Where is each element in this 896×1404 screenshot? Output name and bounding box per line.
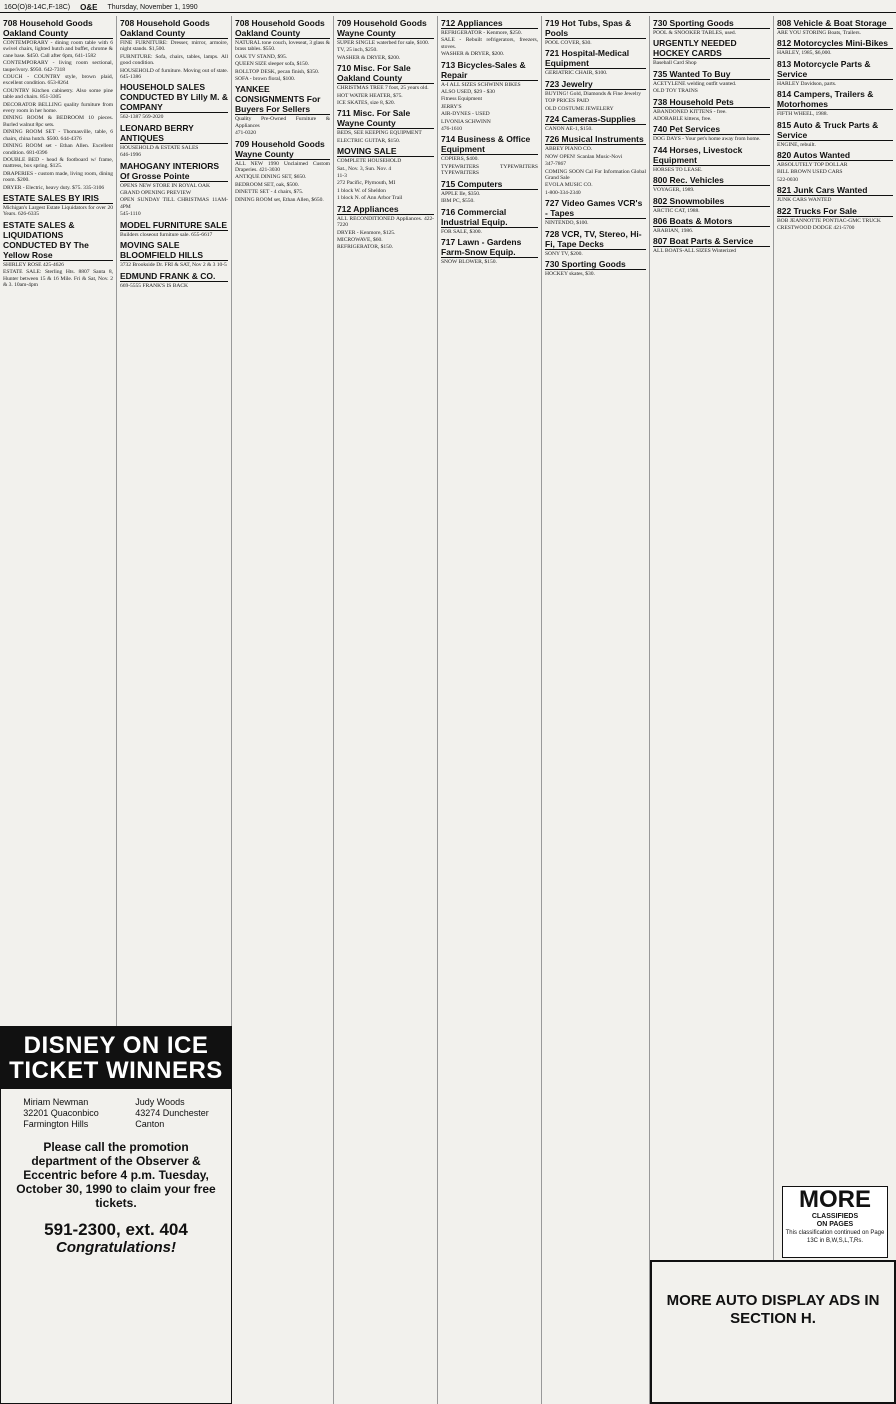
classified-columns xyxy=(0,16,896,1404)
classified-listing: ELECTRIC GUITAR, $150. xyxy=(337,137,401,144)
classified-listing: SUPER SINGLE waterbed for sale, $100. xyxy=(337,40,430,46)
classified-listing: BILL BROWN USED CARS xyxy=(777,169,843,176)
column-5 xyxy=(438,16,542,1404)
winner-1-address: 32201 Quaconbico xyxy=(23,1108,99,1118)
classified-listing: COMING SOON Cal For Information Global Grand Sale xyxy=(545,168,646,182)
classified-listing: ADORABLE kittens, free. xyxy=(653,116,712,123)
classified-listing: Quality Pre-Owned Furniture & Appliances xyxy=(235,116,330,129)
section-heading: MOVING SALE BLOOMFIELD HILLS xyxy=(120,240,228,261)
classified-listing: 646-1996 xyxy=(120,152,142,159)
classified-listing: DINING ROOM set - Ethan Allen. Excellent condition. 681-0396 xyxy=(3,143,113,156)
classified-listing: DINING ROOM & BEDROOM 10 pieces. Burled walnut 8pc sets. xyxy=(3,115,113,128)
classified-listing: POOL COVER, $30. xyxy=(545,40,592,46)
classified-listing: DINING ROOM SET - Thomasville, table, 6 chairs, china hutch. $500. 644-4376 xyxy=(3,129,113,142)
classified-listing: COPIERS, $400. xyxy=(441,156,479,163)
classified-listing: GERIATRIC CHAIR, $100. xyxy=(545,70,608,77)
classified-listing: ANTIQUE DINING SET, $650. xyxy=(235,174,307,181)
classified-listing: DRAPERIES - custom made, living room, dining room. $200. xyxy=(3,170,113,184)
more-word: MORE xyxy=(799,1186,871,1213)
more-auto-text: MORE AUTO DISPLAY ADS IN SECTION H. xyxy=(666,1292,880,1327)
section-heading: 708 Household Goods Oakland County xyxy=(3,18,113,39)
section-heading: 716 Commercial Industrial Equip. xyxy=(441,207,538,228)
section-heading: 726 Musical Instruments xyxy=(545,134,646,145)
more-line-3: This classification continued on Page 13C in B,W,S,L,T,Rs. xyxy=(785,1230,885,1244)
classified-listing: BEDROOM SET, oak, $500. xyxy=(235,181,300,188)
section-heading: 820 Autos Wanted xyxy=(777,150,893,161)
classified-listing: ARCTIC CAT, 1988. xyxy=(653,207,700,214)
section-heading: URGENTLY NEEDED HOCKEY CARDS xyxy=(653,38,770,59)
classified-listing: Builders closeout furniture sale. 655-6617 xyxy=(120,231,213,238)
classified-listing: OPEN SUNDAY TILL CHRISTMAS 11AM-4PM xyxy=(120,197,228,210)
disney-ticket-winners-ad xyxy=(0,1026,232,1404)
classified-listing: 1 block N. of Ann Arbor Trail xyxy=(337,195,403,202)
section-heading: ESTATE SALES & LIQUIDATIONS CONDUCTED BY The Yellow Rose xyxy=(3,220,113,261)
promo-phone: 591-2300, ext. 404 xyxy=(44,1220,188,1239)
section-heading: EDMUND FRANK & CO. xyxy=(120,271,228,282)
classified-listing: 476-1610 xyxy=(441,126,463,133)
column-3 xyxy=(232,16,334,1404)
classified-listing: 3732 Brookside Dr. FRI & SAT, Nov 2 & 3 10-5 xyxy=(120,262,227,269)
header-rule xyxy=(0,12,896,13)
classified-listing: DOUBLE BED - head & footboard w/ frame, mattress, box spring. $125. xyxy=(3,156,113,170)
classified-listing: EVOLA MUSIC CO. xyxy=(545,182,593,189)
section-heading: MAHOGANY INTERIORS Of Grosse Pointe xyxy=(120,161,228,182)
classified-listing: 471-0320 xyxy=(235,130,257,137)
section-heading: 712 Appliances xyxy=(337,204,434,215)
classified-listing: TV, 25 inch, $250. xyxy=(337,47,378,54)
classified-listing: HOCKEY skates, $30. xyxy=(545,271,595,278)
classified-listing: HOUSEHOLD & ESTATE SALES xyxy=(120,144,199,151)
winner-1-name: Miriam Newman xyxy=(23,1097,89,1107)
classified-listing: APPLE IIe, $350. xyxy=(441,190,481,197)
section-heading: 708 Household Goods Oakland County xyxy=(235,18,330,39)
classified-listing: BEDS, SEE KEEPING EQUIPMENT xyxy=(337,130,422,137)
section-heading: 813 Motorcycle Parts & Service xyxy=(777,59,893,80)
classified-listing: OLD COSTUME JEWELERY xyxy=(545,105,614,112)
congratulations-text: Congratulations! xyxy=(56,1239,176,1256)
classified-listing: Sat., Nov. 3, Sun. Nov. 4 xyxy=(337,165,392,172)
classified-listing: CHRISTMAS TREE 7 foot, 25 years old. xyxy=(337,85,429,92)
column-4 xyxy=(334,16,438,1404)
classified-listing: TOP PRICES PAID xyxy=(545,98,589,105)
more-line-2: ON PAGES xyxy=(816,1221,854,1228)
section-heading: 807 Boat Parts & Service xyxy=(653,236,770,247)
issue-date: Thursday, November 1, 1990 xyxy=(107,3,198,11)
classified-listing: JUNK CARS WANTED xyxy=(777,197,832,204)
classified-listing: 272 Pacific, Plymouth, MI xyxy=(337,180,396,187)
section-heading: 738 Household Pets xyxy=(653,97,770,108)
classified-listing: CANON AE-1, $150. xyxy=(545,126,593,133)
classified-listing: A-I ALL SIZES SCHWINN BIKES xyxy=(441,81,521,88)
classified-listing: ESTATE SALE: Sterling Hts. 8807 Santa 8, Hunter between 15 & 16 Mile. Fri & Sat, Nov. 2 & 3. 10am-4pm xyxy=(3,269,113,288)
winner-2 xyxy=(135,1097,209,1130)
section-heading: 822 Trucks For Sale xyxy=(777,206,893,217)
winner-2-city: Canton xyxy=(135,1119,165,1129)
classified-listing: ACETYLENE welding outfit wanted. xyxy=(653,80,737,87)
classified-listing: COUCH - COUNTRY style, brown plaid, excellent condition. 653-8264 xyxy=(3,74,113,87)
classified-listing: ABBEY PIANO CO. xyxy=(545,146,593,153)
section-heading: 728 VCR, TV, Stereo, Hi-Fi, Tape Decks xyxy=(545,229,646,250)
classified-listing: DECORATOR BELLING quality furniture from every room in her home. xyxy=(3,101,113,115)
section-heading: 713 Bicycles-Sales & Repair xyxy=(441,60,538,81)
section-heading: 727 Video Games VCR's - Tapes xyxy=(545,198,646,219)
section-heading: 719 Hot Tubs, Spas & Pools xyxy=(545,18,646,39)
classified-listing: FIFTH WHEEL, 1988. xyxy=(777,111,828,118)
classified-listing: DRYER - Electric, heavy duty. $75. 335-3106 xyxy=(3,184,105,191)
column-7 xyxy=(650,16,774,1404)
section-heading: 723 Jewelry xyxy=(545,79,646,90)
classified-listing: SALE - Rebuilt refrigerators, freezers, stoves. xyxy=(441,37,538,50)
classified-listing: 545-1110 xyxy=(120,211,141,218)
classified-listing: FOR SALE, $300. xyxy=(441,228,482,235)
folio-number: 16O(O)8-14C,F-18C) xyxy=(4,3,71,11)
section-heading: HOUSEHOLD SALES CONDUCTED BY Lilly M. & COMPANY xyxy=(120,82,228,113)
winner-1 xyxy=(23,1097,99,1130)
classified-listing: HOT WATER HEATER, $75. xyxy=(337,92,403,99)
classified-listing: OPENS NEW STORE IN ROYAL OAK xyxy=(120,182,211,189)
section-heading: 724 Cameras-Supplies xyxy=(545,114,646,125)
section-heading: 821 Junk Cars Wanted xyxy=(777,185,893,196)
column-6 xyxy=(542,16,650,1404)
section-heading: 744 Horses, Livestock Equipment xyxy=(653,145,770,166)
classified-listing: AIR-DYNES - USED xyxy=(441,111,490,118)
classified-listing: OAK TV STAND, $95. xyxy=(235,53,288,60)
classified-listing: Michigan's Largest Estate Liquidators for over 20 Years. 626-6335 xyxy=(3,204,113,218)
classified-listing: JERRY'S xyxy=(441,103,462,110)
section-heading: 714 Business & Office Equipment xyxy=(441,134,538,155)
classified-listing: CONTEMPORARY - dining room table with 6 swivel chairs, lighted hutch and buffet, chrome & cane base. $450. Call after 6pm, 641-1582 xyxy=(3,40,113,59)
classified-listing: NOW OPEN! Scanlan Music-Novi xyxy=(545,153,623,160)
classified-listing: DINING ROOM set, Ethan Allen, $650. xyxy=(235,196,324,203)
classified-listing: 1-800-334-2340 xyxy=(545,189,581,196)
section-heading: 710 Misc. For Sale Oakland County xyxy=(337,63,434,84)
winner-2-address: 43274 Dunchester xyxy=(135,1108,209,1118)
section-heading: 812 Motorcycles Mini-Bikes xyxy=(777,38,893,49)
section-heading: 802 Snowmobiles xyxy=(653,196,770,207)
classified-listing: 1 block W. of Sheldon xyxy=(337,187,386,194)
classified-listing: WASHER & DRYER, $200. xyxy=(441,51,505,58)
classified-listing: DRYER - Kenmore, $125. xyxy=(337,229,396,236)
section-heading: 711 Misc. For Sale Wayne County xyxy=(337,108,434,129)
classified-listing: HORSES TO LEASE. xyxy=(653,166,703,173)
classified-listing: 522-0030 xyxy=(777,176,799,183)
classified-listing: ARABIAN, 1986. xyxy=(653,228,694,235)
more-line-1: CLASSIFIEDS xyxy=(811,1213,859,1220)
classified-listing: ABANDONED KITTENS - free. xyxy=(653,108,727,115)
classified-listing: FURNITURE: Sofa, chairs, tables, lamps. All good condition. xyxy=(120,53,228,67)
classified-listing: POOL & SNOOKER TABLES, used. xyxy=(653,30,736,36)
classified-listing: 11-3 xyxy=(337,173,347,180)
promo-instructions: Please call the promotion department of the Observer & Eccentric before 4 p.m. Tuesday, October 30, 1990 to claim your free tickets. xyxy=(16,1140,216,1210)
classified-listing: ARE YOU STORING Boats, Trailers. xyxy=(777,30,861,36)
section-heading: 721 Hospital-Medical Equipment xyxy=(545,48,646,69)
section-heading: 730 Sporting Goods xyxy=(545,259,646,270)
publication-name: O&E xyxy=(80,2,98,12)
classified-listing: BUYING! Gold, Diamonds & Fine Jewelry xyxy=(545,90,642,97)
section-heading: 715 Computers xyxy=(441,179,538,190)
section-heading: ESTATE SALES BY IRIS xyxy=(3,193,113,204)
classified-listing: IBM PC, $550. xyxy=(441,198,475,205)
winner-2-name: Judy Woods xyxy=(135,1097,185,1107)
section-heading: 735 Wanted To Buy xyxy=(653,69,770,80)
section-heading: 740 Pet Services xyxy=(653,124,770,135)
classified-listing: ICE SKATES, size 8, $20. xyxy=(337,100,395,107)
classified-listing: HOUSEHOLD of furniture. Moving out of state. 645-1386 xyxy=(120,67,228,81)
section-heading: MOVING SALE xyxy=(337,146,434,157)
classified-listing: 562-1387 569-2020 xyxy=(120,114,164,121)
classified-listing: ALL RECONDITIONED Appliances. 422-7220 xyxy=(337,215,434,229)
classified-listing: QUEEN SIZE sleeper sofa, $150. xyxy=(235,61,309,68)
classified-listing: HARLEY Davidson, parts. xyxy=(777,80,837,87)
classified-listing: ALSO USED, $29 - $30 xyxy=(441,89,495,96)
classified-listing: ROLLTOP DESK, pecan finish, $350. xyxy=(235,68,320,75)
classified-listing: 347-7867 xyxy=(545,161,567,168)
section-heading: 815 Auto & Truck Parts & Service xyxy=(777,120,893,141)
section-heading: 717 Lawn - Gardens Farm-Snow Equip. xyxy=(441,237,538,258)
more-auto-display-ads-box xyxy=(650,1260,896,1404)
section-heading: LEONARD BERRY ANTIQUES xyxy=(120,123,228,144)
classified-listing: REFRIGERATOR, $150. xyxy=(337,244,393,251)
section-heading: 806 Boats & Motors xyxy=(653,216,770,227)
classified-listing: DINETTE SET - 4 chairs, $75. xyxy=(235,189,304,196)
classified-listing: MICROWAVE, $60. xyxy=(337,236,383,243)
classified-listing: NINTENDO, $100. xyxy=(545,220,589,227)
section-heading: 730 Sporting Goods xyxy=(653,18,770,29)
section-heading: 800 Rec. Vehicles xyxy=(653,175,770,186)
classified-listing: HARLEY, 1985, $6,000. xyxy=(777,50,832,57)
classified-listing: GRAND OPENING PREVIEW xyxy=(120,190,192,197)
classified-listing: COMPLETE HOUSEHOLD xyxy=(337,158,402,165)
section-heading: MODEL FURNITURE SALE xyxy=(120,219,228,230)
classified-listing: 669-5555 FRANK'S IS BACK xyxy=(120,282,189,289)
disney-headline: DISNEY ON ICE TICKET WINNERS xyxy=(1,1027,231,1089)
classified-listing: WASHER & DRYER, $200. xyxy=(337,54,401,61)
section-heading: 808 Vehicle & Boat Storage xyxy=(777,18,893,29)
classified-listing: ENGINE, rebuilt. xyxy=(777,141,816,148)
classified-listing: ALL NEW 1990 Unclaimed Custom Draperies. 421-3030 xyxy=(235,160,330,174)
classified-listing: VOYAGER, 1989. xyxy=(653,187,695,194)
classified-listing: DOG DAYS - Your pet's home away from home. xyxy=(653,136,761,143)
classified-listing: ABSOLUTELY TOP DOLLAR xyxy=(777,162,848,169)
classified-listing: REFRIGERATOR - Kenmore, $250. xyxy=(441,30,522,36)
more-classifieds-box xyxy=(782,1186,888,1258)
classified-listing: ALL BOATS-ALL SIZES Winterized xyxy=(653,248,737,255)
page-header xyxy=(4,2,892,12)
section-heading: 814 Campers, Trailers & Motorhomes xyxy=(777,89,893,110)
classified-listing: Baseball Card Shop xyxy=(653,60,697,67)
classified-listing: LIVONIA SCHWINN xyxy=(441,118,491,125)
classified-listing: TYPEWRITERS TYPEWRITERS TYPEWRITERS xyxy=(441,163,538,177)
classified-listing: NATURAL tone couch, loveseat, 3 glass & brass tables. $550. xyxy=(235,40,330,53)
classified-listing: SONY TV, $200. xyxy=(545,250,583,257)
classified-listing: CRESTWOOD DODGE 421-5700 xyxy=(777,225,855,232)
winner-1-city: Farmington Hills xyxy=(23,1119,89,1129)
classified-listing: SNOW BLOWER, $150. xyxy=(441,258,497,265)
section-heading: YANKEE CONSIGNMENTS For Buyers For Sellers xyxy=(235,84,330,115)
section-heading: 708 Household Goods Oakland County xyxy=(120,18,228,39)
section-heading: 709 Household Goods Wayne County xyxy=(235,139,330,160)
classified-listing: CONTEMPORARY - living room sectional, taupe/ivory. $950. 642-7318 xyxy=(3,60,113,73)
section-heading: 709 Household Goods Wayne County xyxy=(337,18,434,39)
classified-listing: Fitness Equipment xyxy=(441,96,482,103)
winner-names xyxy=(1,1089,231,1134)
classified-listing: SOFA - brown floral, $100. xyxy=(235,76,296,83)
classified-listing: FINE FURNITURE: Dresser, mirror, armoire, night stands. $1,500. xyxy=(120,40,228,53)
classified-listing: BOB JEANNOTTE PONTIAC-GMC TRUCK xyxy=(777,217,881,224)
classified-listing: SHIRLEY ROSE 425-4626 xyxy=(3,261,64,268)
classified-listing: OLD TOY TRAINS xyxy=(653,88,698,95)
section-heading: 712 Appliances xyxy=(441,18,538,29)
classified-listing: COUNTRY Kitchen cabinetry. Also some pine table and chairs. 851-3305 xyxy=(3,87,113,101)
